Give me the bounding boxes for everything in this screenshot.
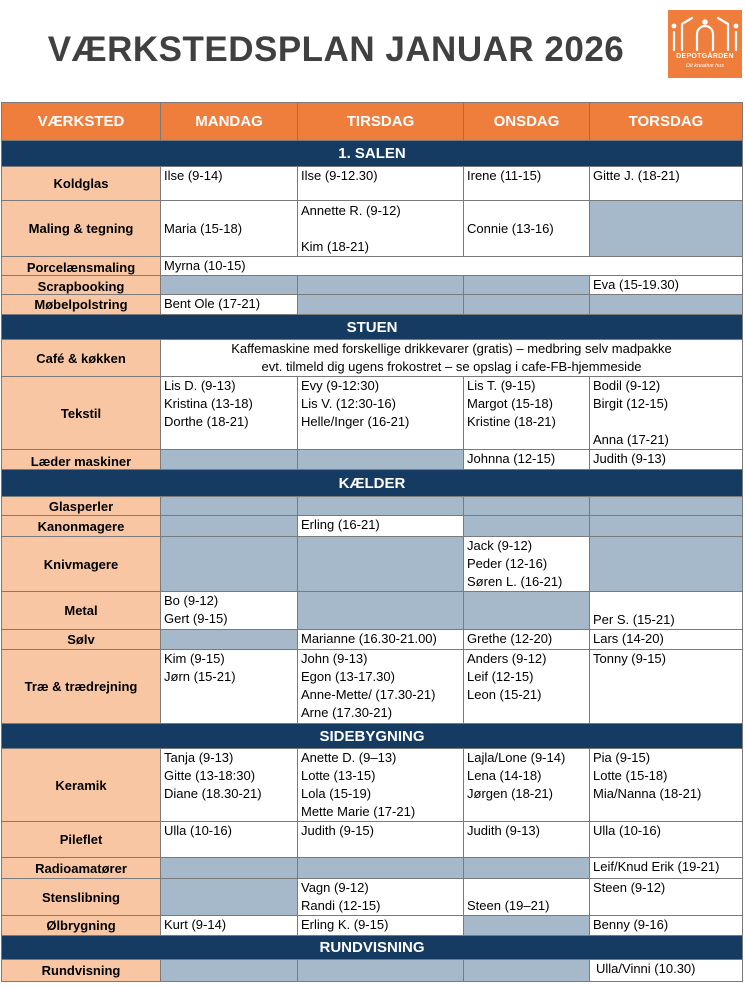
cell-tirsdag: Erling (16-21): [298, 516, 464, 537]
cell-onsdag: Connie (13-16): [464, 201, 590, 257]
logo-brand-text: DEPOTGÅRDEN: [676, 53, 734, 60]
workshop-label: Møbelpolstring: [2, 295, 161, 315]
cell-mandag: Ilse (9-14): [161, 167, 298, 201]
cell-onsdag: Steen (19–21): [464, 879, 590, 916]
cell-torsdag-closed: [590, 516, 743, 537]
cell-torsdag: Bodil (9-12) Birgit (12-15) Anna (17-21): [590, 377, 743, 450]
cell-tirsdag: John (9-13) Egon (13-17.30) Anne-Mette/ (17.30-21) Arne (17.30-21): [298, 650, 464, 724]
row-keramik: [2, 749, 743, 822]
row-kanonmagere: [2, 516, 743, 537]
cell-tirsdag: Annette R. (9-12) Kim (18-21): [298, 201, 464, 257]
cafe-note: Kaffemaskine med forskellige drikkevarer (gratis) – medbring selv madpakke evt. tilmeld dig ugens frokostret – se opslag i cafe-FB-hjemmeside: [161, 340, 743, 377]
cell-mandag: Maria (15-18): [161, 201, 298, 257]
cell-mandag-closed: [161, 276, 298, 295]
cell-onsdag-closed: [464, 295, 590, 315]
workshop-label: Café & køkken: [2, 340, 161, 377]
cell-onsdag: Johnna (12-15): [464, 450, 590, 470]
workshop-label: Stenslibning: [2, 879, 161, 916]
cell-torsdag-closed: [590, 295, 743, 315]
header-mandag: MANDAG: [161, 103, 298, 141]
cell-tirsdag-closed: [298, 295, 464, 315]
cell-torsdag-closed: [590, 201, 743, 257]
house-people-icon: [668, 10, 742, 54]
cell-torsdag: Leif/Knud Erik (19-21): [590, 858, 743, 879]
page-title: VÆRKSTEDSPLAN JANUAR 2026: [47, 30, 625, 69]
cell-torsdag: Ulla (10-16): [590, 822, 743, 858]
row-knivmagere: [2, 537, 743, 592]
cell-onsdag-closed: [464, 960, 590, 982]
row-solv: [2, 630, 743, 650]
cell-onsdag: Grethe (12-20): [464, 630, 590, 650]
cell-tirsdag: Vagn (9-12) Randi (12-15): [298, 879, 464, 916]
workshop-label: Porcelænsmaling: [2, 257, 161, 276]
workshop-label: Metal: [2, 592, 161, 630]
cell-mandag-closed: [161, 879, 298, 916]
header-row: [2, 103, 743, 141]
cell-onsdag-closed: [464, 916, 590, 936]
workshop-label: Tekstil: [2, 377, 161, 450]
row-radioamatorer: [2, 858, 743, 879]
cell-mandag-closed: [161, 960, 298, 982]
cell-torsdag: Ulla/Vinni (10.30): [590, 960, 743, 982]
cell-torsdag: Pia (9-15) Lotte (15-18) Mia/Nanna (18-21): [590, 749, 743, 822]
depotgaarden-logo: [668, 10, 742, 78]
workshop-label: Glasperler: [2, 497, 161, 516]
row-scrapbooking: [2, 276, 743, 295]
row-metal: [2, 592, 743, 630]
cell-onsdag: Judith (9-13): [464, 822, 590, 858]
workshop-label: Keramik: [2, 749, 161, 822]
cell-torsdag: Benny (9-16): [590, 916, 743, 936]
cell-torsdag-closed: [590, 497, 743, 516]
cell-torsdag: Tonny (9-15): [590, 650, 743, 724]
workshop-label: Kanonmagere: [2, 516, 161, 537]
cell-tirsdag-closed: [298, 497, 464, 516]
cell-torsdag: Per S. (15-21): [590, 592, 743, 630]
cell-mandag: Tanja (9-13) Gitte (13-18:30) Diane (18.30-21): [161, 749, 298, 822]
cell-all-days: Myrna (10-15): [161, 257, 743, 276]
workshop-label: Læder maskiner: [2, 450, 161, 470]
cell-onsdag-closed: [464, 858, 590, 879]
workshop-label: Koldglas: [2, 167, 161, 201]
cell-mandag-closed: [161, 497, 298, 516]
cell-torsdag: Lars (14-20): [590, 630, 743, 650]
cell-torsdag: Gitte J. (18-21): [590, 167, 743, 201]
cell-mandag: Bent Ole (17-21): [161, 295, 298, 315]
cell-mandag-closed: [161, 537, 298, 592]
header-onsdag: ONSDAG: [464, 103, 590, 141]
logo-tagline: Dit kreative hus: [686, 63, 724, 69]
header-vaerksted: VÆRKSTED: [2, 103, 161, 141]
row-trae-traedrejning: [2, 650, 743, 724]
row-olbrygning: [2, 916, 743, 936]
cell-tirsdag-closed: [298, 858, 464, 879]
header-torsdag: TORSDAG: [590, 103, 743, 141]
cell-onsdag: Anders (9-12) Leif (12-15) Leon (15-21): [464, 650, 590, 724]
row-mobelpolstring: [2, 295, 743, 315]
row-tekstil: [2, 377, 743, 450]
cell-tirsdag: Evy (9-12:30) Lis V. (12:30-16) Helle/Inger (16-21): [298, 377, 464, 450]
cell-torsdag: Judith (9-13): [590, 450, 743, 470]
cell-mandag-closed: [161, 450, 298, 470]
workshop-label: Rundvisning: [2, 960, 161, 982]
cell-onsdag-closed: [464, 497, 590, 516]
workshop-label: Knivmagere: [2, 537, 161, 592]
row-porcelaensmaling: [2, 257, 743, 276]
row-glasperler: [2, 497, 743, 516]
row-maling-tegning: [2, 201, 743, 257]
cell-tirsdag: Anette D. (9–13) Lotte (13-15) Lola (15-19) Mette Marie (17-21): [298, 749, 464, 822]
cell-onsdag-closed: [464, 276, 590, 295]
cell-mandag-closed: [161, 516, 298, 537]
workshop-label: Maling & tegning: [2, 201, 161, 257]
workshop-label: Ølbrygning: [2, 916, 161, 936]
workshop-label: Scrapbooking: [2, 276, 161, 295]
header-tirsdag: TIRSDAG: [298, 103, 464, 141]
schedule-table: [1, 102, 743, 982]
cell-tirsdag: Erling K. (9-15): [298, 916, 464, 936]
cell-mandag: Kim (9-15) Jørn (15-21): [161, 650, 298, 724]
cell-tirsdag-closed: [298, 537, 464, 592]
row-cafe-kokken: [2, 340, 743, 377]
cell-tirsdag: Ilse (9-12.30): [298, 167, 464, 201]
cell-tirsdag-closed: [298, 276, 464, 295]
cell-onsdag: Lis T. (9-15) Margot (15-18) Kristine (18-21): [464, 377, 590, 450]
cell-tirsdag-closed: [298, 592, 464, 630]
cell-tirsdag-closed: [298, 960, 464, 982]
cell-mandag: Ulla (10-16): [161, 822, 298, 858]
cell-onsdag: Lajla/Lone (9-14) Lena (14-18) Jørgen (18-21): [464, 749, 590, 822]
workshop-label: Sølv: [2, 630, 161, 650]
cell-torsdag-closed: [590, 537, 743, 592]
section-salen: 1. SALEN: [2, 141, 743, 167]
cell-tirsdag: Judith (9-15): [298, 822, 464, 858]
cell-torsdag: Steen (9-12): [590, 879, 743, 916]
cell-mandag: Bo (9-12) Gert (9-15): [161, 592, 298, 630]
cell-tirsdag: Marianne (16.30-21.00): [298, 630, 464, 650]
cell-mandag: Lis D. (9-13) Kristina (13-18) Dorthe (18-21): [161, 377, 298, 450]
workshop-label: Træ & trædrejning: [2, 650, 161, 724]
workshop-label: Pileflet: [2, 822, 161, 858]
section-rundvisning: RUNDVISNING: [2, 936, 743, 960]
cell-onsdag-closed: [464, 516, 590, 537]
row-rundvisning: [2, 960, 743, 982]
cell-torsdag: Eva (15-19.30): [590, 276, 743, 295]
cell-onsdag: Irene (11-15): [464, 167, 590, 201]
workshop-label: Radioamatører: [2, 858, 161, 879]
cell-mandag-closed: [161, 858, 298, 879]
row-koldglas: [2, 167, 743, 201]
cell-mandag: Kurt (9-14): [161, 916, 298, 936]
row-laeder-maskiner: [2, 450, 743, 470]
cell-mandag-closed: [161, 630, 298, 650]
row-stenslibning: [2, 879, 743, 916]
cell-tirsdag-closed: [298, 450, 464, 470]
section-kaelder: KÆLDER: [2, 470, 743, 497]
section-stuen: STUEN: [2, 315, 743, 340]
section-sidebygning: SIDEBYGNING: [2, 724, 743, 749]
row-pileflet: [2, 822, 743, 858]
cell-onsdag: Jack (9-12) Peder (12-16) Søren L. (16-21): [464, 537, 590, 592]
cell-onsdag-closed: [464, 592, 590, 630]
